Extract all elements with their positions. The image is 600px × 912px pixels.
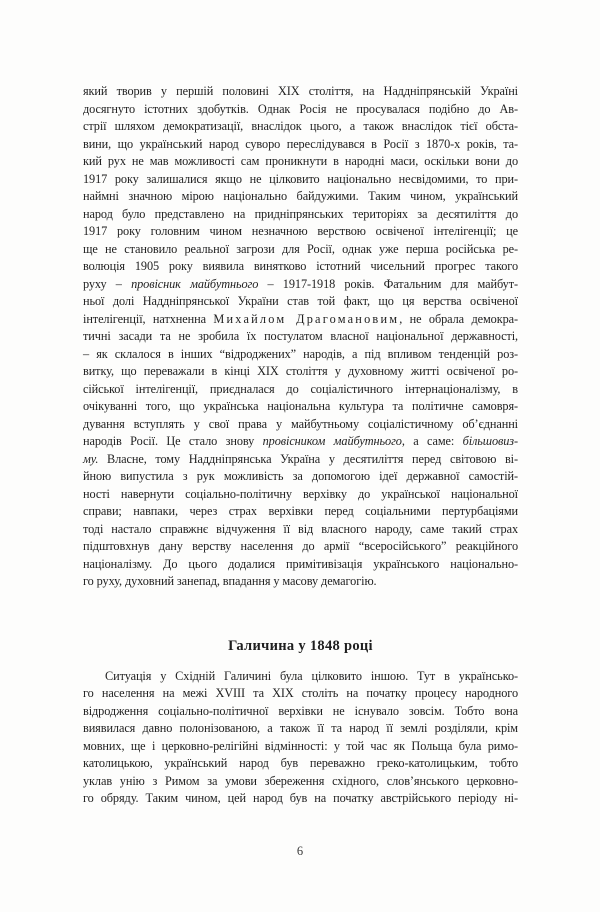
text-line: 1917 року головним чином незначною верствою освіченої інтелігенції; це (83, 224, 518, 238)
text-line: – як склалося в інших “відроджених” народів, а під впливом тенденцій роз- (83, 346, 518, 361)
text-line: ще не становило реальної загрози для Росії, однак уже перша російська ре- (83, 241, 518, 256)
text-line: го обряду. Таким чином, цей народ був на початку австрійського періоду ні- (83, 791, 518, 805)
text-line: го руху, духовний занепад, впадання у масову демагогію. (83, 574, 377, 588)
text-line: який творив у першій половині XIX століття, на Наддніпрянській Україні (83, 84, 518, 98)
text-line: го населення на межі XVIII та XIX століть на початку процесу народного (83, 686, 518, 700)
text-line: стрії шляхом демократизації, внаслідок цього, а також внаслідок тієї обста- (83, 119, 518, 133)
section-heading: Галичина у 1848 році (228, 637, 373, 654)
text-line: справи; навпаки, через страх верхівки перед соціальними пертурбаціями (83, 504, 518, 518)
text-line: підштовхнув дану верству населення до армії “всеросійського” реакційного (83, 539, 518, 553)
text-line: католицькою, український народ був переважно греко-католицьким, тобто (83, 756, 518, 770)
text-line: народ було представлено на придніпрянських територіях за десятиліття до (83, 206, 518, 221)
text-line: уклав унію з Римом за умови збереження східного, слов’янського церковно- (83, 773, 518, 788)
text-line: досягнуто істотних здобутків. Однак Росія не просувалася подібно до Ав- (83, 101, 518, 116)
text-line: ності навернути соціально-політичну верхівку до української національної (83, 486, 518, 501)
text-line: волюція 1905 року виявила винятково істотний чисельний прогрес такого (83, 259, 518, 273)
text-line: тичні засади та не зробила їх постулатом власної національної державності, (83, 329, 518, 343)
text-line: вини, що український народ суворо переслідувався в Росії з 1870-х років, та- (83, 136, 518, 151)
paragraph-1 (83, 83, 518, 591)
text-line: кий рух не мав можливості сам проникнути в народні маси, оскільки вони до (83, 154, 518, 168)
text-line: тоді настало справжнє відчуження її від власного народу, саме такий страх (83, 521, 518, 536)
text-line: наймні значною мірою національно байдужими. Таким чином, український (83, 189, 518, 203)
text-line: народів Росії. Це стало знову провісником майбутнього, а саме: більшовиз- (83, 434, 518, 448)
text-line: витку, що переважали в кінці XIX століття у духовному житті освіченої ро- (83, 364, 518, 378)
text-line: мовних, ще і церковно-релігійні відмінності: у той час як Польща була римо- (83, 738, 518, 753)
text-line: му. Власне, тому Наддніпрянська Україна у десятиліття перед світовою ві- (83, 451, 518, 466)
text-line: йною випустила з рук можливість за допомогою ідеї державної самостій- (83, 469, 518, 483)
text-line: сійської інтелігенції, приєдналася до соціалістичного інтернаціоналізму, в (83, 381, 518, 396)
text-line: Ситуація у Східній Галичині була цілковито іншою. Тут в українсько- (105, 668, 518, 683)
text-line: дування вступлять у свої права у майбутньому соціалістичному об’єднанні (83, 416, 518, 431)
text-line: інтелігенції, натхненна Михайлом Драгомановим, не обрала демокра- (83, 311, 518, 326)
text-line: націоналізму. До цього додалися примітивізація українського національно- (83, 556, 518, 571)
paragraph-2 (83, 668, 518, 808)
text-line: 1917 року залишалися якщо не цілковито національно несвідомими, то при- (83, 171, 518, 186)
text-line: виявилася давно полонізованою, а також її та народ її землі розділяли, крім (83, 721, 518, 735)
text-line: очікуванні того, що українська національна культура та політичне самовря- (83, 399, 518, 413)
page-number: 6 (296, 844, 304, 858)
text-line: руху – провісник майбутнього – 1917-1918 років. Фатальним для майбут- (83, 276, 519, 291)
text-line: ньої долі Наддніпрянської України став той факт, що ця верства освіченої (83, 294, 518, 308)
text-block (83, 83, 518, 808)
text-line: відродження соціально-політичної верхівки не існувало зовсім. Тобто вона (83, 703, 518, 718)
